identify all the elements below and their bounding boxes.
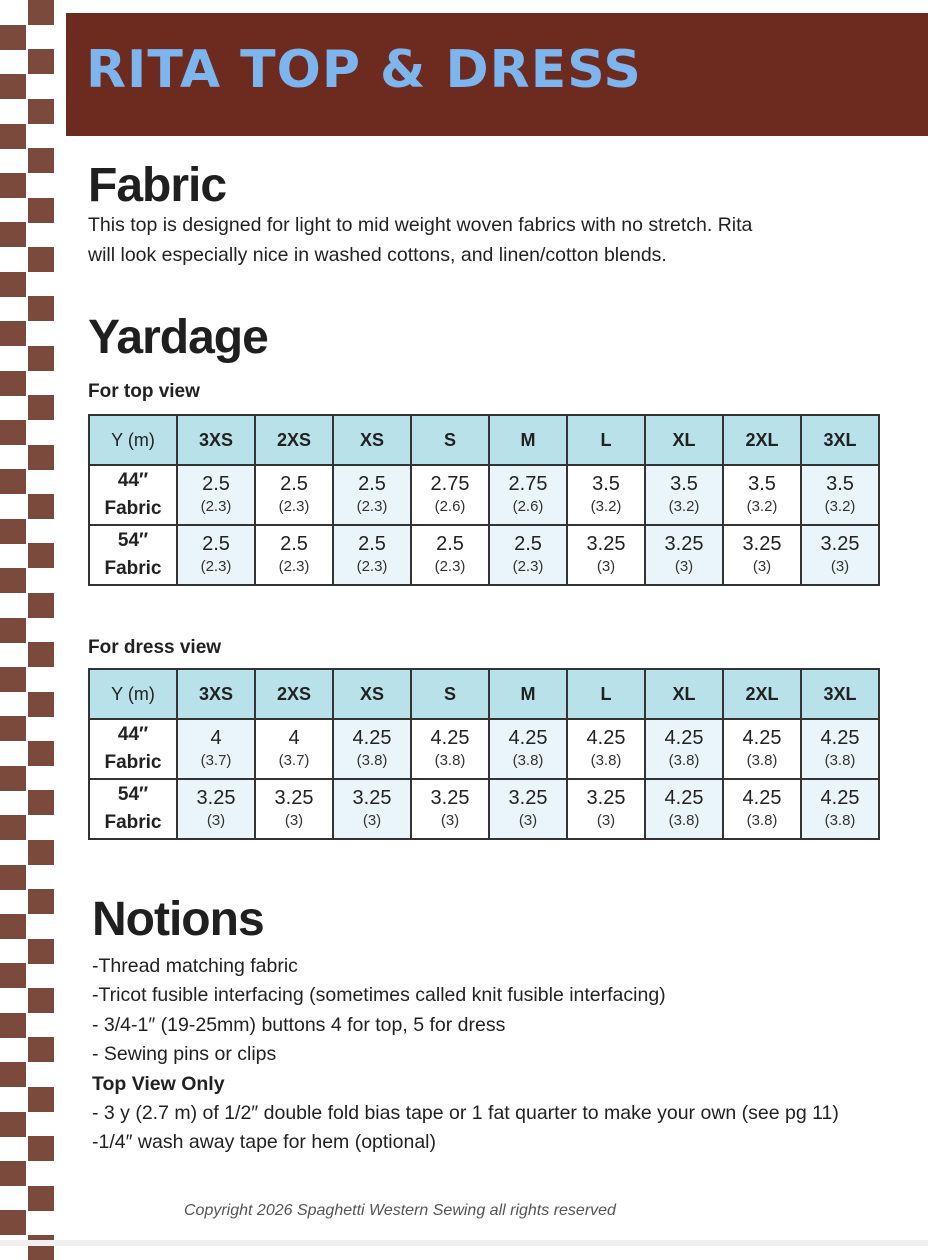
fabric-width-label [89, 525, 177, 585]
yardage-cell [177, 465, 255, 525]
meters-value: (3.2) [746, 498, 778, 515]
meters-value: (3) [440, 812, 460, 829]
meters-value: (3.2) [824, 498, 856, 515]
size-header-cell: S [411, 669, 489, 719]
checker-square [0, 963, 26, 988]
top-yardage-table [88, 414, 880, 586]
yardage-cell [567, 525, 645, 585]
notion-item: - 3/4-1″ (19-25mm) buttons 4 for top, 5 for dress [92, 1013, 506, 1036]
checker-square [28, 247, 54, 272]
checker-square [28, 1186, 54, 1211]
size-header-cell: 2XS [255, 415, 333, 465]
fabric-heading: Fabric [88, 159, 227, 212]
checker-square [28, 49, 54, 74]
yards-value: 3.5 [826, 473, 854, 495]
meters-value: (3.8) [746, 812, 778, 829]
checker-square [0, 469, 26, 494]
yards-value: 2.5 [436, 533, 464, 555]
yards-value: 4.25 [352, 727, 392, 749]
notion-item: -Tricot fusible interfacing (sometimes called knit fusible interfacing) [92, 984, 666, 1007]
meters-value: (3) [362, 812, 382, 829]
yardage-cell [177, 779, 255, 839]
meters-value: (3.8) [512, 752, 544, 769]
yards-value: 4.25 [742, 787, 782, 809]
checker-square [28, 543, 54, 568]
checker-square [0, 371, 26, 396]
yardage-cell [801, 719, 879, 779]
meters-value: (2.3) [356, 558, 388, 575]
table-row [89, 779, 879, 839]
size-header-cell: 3XS [177, 669, 255, 719]
meters-value: (3) [518, 812, 538, 829]
fabric-width: 54″ [117, 784, 149, 805]
yards-value: 4 [210, 727, 222, 749]
dress-yardage-table [88, 668, 880, 840]
meters-value: (3) [284, 812, 304, 829]
yards-value: 3.25 [820, 533, 860, 555]
meters-value: (3.8) [590, 752, 622, 769]
yards-value: 3.25 [586, 787, 626, 809]
meters-value: (3.8) [356, 752, 388, 769]
fabric-line-2: will look especially nice in washed cottons, and linen/cotton blends. [88, 244, 667, 266]
checker-square [0, 667, 26, 692]
copyright-text: Copyright 2026 Spaghetti Western Sewing all rights reserved [184, 1202, 616, 1219]
yardage-cell [255, 525, 333, 585]
yardage-cell [411, 779, 489, 839]
meters-value: (3) [752, 558, 772, 575]
title-banner [66, 13, 928, 136]
meters-value: (3) [830, 558, 850, 575]
yardage-cell [723, 779, 801, 839]
yards-value: 3.25 [430, 787, 470, 809]
page-bottom-edge [0, 1240, 928, 1246]
yardage-cell [411, 525, 489, 585]
yardage-cell [723, 525, 801, 585]
size-header-cell: S [411, 415, 489, 465]
checker-square [0, 1062, 26, 1087]
meters-value: (2.3) [356, 498, 388, 515]
yardage-cell [489, 719, 567, 779]
size-header-cell: 2XL [723, 669, 801, 719]
yardage-heading: Yardage [88, 311, 268, 364]
yards-value: 3.25 [586, 533, 626, 555]
meters-value: (3.8) [434, 752, 466, 769]
yardage-cell [567, 465, 645, 525]
checker-square [0, 1161, 26, 1186]
fabric-word: Fabric [104, 498, 162, 519]
yardage-cell [645, 779, 723, 839]
notions-heading: Notions [92, 893, 264, 946]
yards-value: 3.5 [670, 473, 698, 495]
checker-square [28, 1136, 54, 1161]
yards-value: 3.25 [274, 787, 314, 809]
checker-square [28, 494, 54, 519]
yards-value: 3.5 [592, 473, 620, 495]
checker-square [28, 1037, 54, 1062]
yards-value: 3.25 [664, 533, 704, 555]
yards-value: 4 [288, 727, 300, 749]
yards-value: 2.5 [358, 473, 386, 495]
meters-value: (2.6) [434, 498, 466, 515]
meters-value: (3) [206, 812, 226, 829]
checker-square [28, 1087, 54, 1112]
meters-value: (3.2) [668, 498, 700, 515]
yardage-cell [723, 465, 801, 525]
checker-square [0, 618, 26, 643]
meters-value: (3.2) [590, 498, 622, 515]
top-view-label: For top view [88, 381, 200, 402]
yardage-cell [333, 779, 411, 839]
yards-value: 2.5 [280, 473, 308, 495]
yards-value: 3.25 [508, 787, 548, 809]
yards-value: 4.25 [742, 727, 782, 749]
checker-square [28, 692, 54, 717]
checker-square [28, 840, 54, 865]
fabric-width: 44″ [117, 724, 149, 745]
checker-square [28, 988, 54, 1013]
yards-value: 4.25 [664, 727, 704, 749]
meters-value: (2.6) [512, 498, 544, 515]
size-header-cell: M [489, 415, 567, 465]
checker-square [28, 939, 54, 964]
yardage-cell [489, 465, 567, 525]
checker-square [28, 198, 54, 223]
yardage-cell [645, 719, 723, 779]
checker-square [28, 642, 54, 667]
notion-item: -1/4″ wash away tape for hem (optional) [92, 1131, 436, 1154]
meters-value: (3.8) [824, 812, 856, 829]
yards-value: 4.25 [820, 727, 860, 749]
dress-view-label: For dress view [88, 637, 222, 658]
meters-value: (3) [596, 558, 616, 575]
meters-value: (2.3) [200, 498, 232, 515]
meters-value: (3.8) [668, 812, 700, 829]
size-header-cell: M [489, 669, 567, 719]
yards-value: 4.25 [820, 787, 860, 809]
checker-square [28, 0, 54, 25]
checker-square [28, 346, 54, 371]
checker-square [28, 1235, 54, 1260]
size-header-row [89, 669, 879, 719]
fabric-width: 44″ [117, 470, 149, 491]
checker-square [0, 420, 26, 445]
checker-square [28, 148, 54, 173]
yardage-cell [177, 525, 255, 585]
meters-value: (3.7) [200, 752, 232, 769]
yardage-cell [567, 779, 645, 839]
table-row [89, 465, 879, 525]
yardage-cell [333, 465, 411, 525]
meters-value: (3) [674, 558, 694, 575]
yards-value: 3.25 [352, 787, 392, 809]
meters-value: (3) [596, 812, 616, 829]
yards-value: 2.5 [280, 533, 308, 555]
yardage-cell [723, 719, 801, 779]
size-header-cell: XL [645, 669, 723, 719]
yards-value: 3.25 [196, 787, 236, 809]
yardage-cell [333, 719, 411, 779]
yards-value: 2.5 [514, 533, 542, 555]
size-header-row [89, 415, 879, 465]
meters-value: (3.8) [668, 752, 700, 769]
checker-square [0, 173, 26, 198]
checker-square [0, 1210, 26, 1235]
yards-value: 2.5 [202, 473, 230, 495]
size-header-cell: 3XS [177, 415, 255, 465]
page-title: RITA TOP & DRESS [86, 40, 642, 100]
yards-value: 2.5 [358, 533, 386, 555]
size-header-cell: 2XS [255, 669, 333, 719]
table-row [89, 719, 879, 779]
yardage-cell [645, 465, 723, 525]
fabric-width-label [89, 719, 177, 779]
fabric-description [88, 210, 848, 270]
yardage-cell [801, 779, 879, 839]
size-header-cell: 3XL [801, 415, 879, 465]
notion-item: - 3 y (2.7 m) of 1/2″ double fold bias tape or 1 fat quarter to make your own (see pg 11) [92, 1102, 839, 1125]
checker-square [28, 790, 54, 815]
unit-header-cell: Y (m) [89, 415, 177, 465]
checker-square [28, 296, 54, 321]
fabric-word: Fabric [104, 558, 162, 579]
yards-value: 3.25 [742, 533, 782, 555]
yardage-cell [177, 719, 255, 779]
fabric-word: Fabric [104, 812, 162, 833]
checker-square [0, 568, 26, 593]
notions-list [92, 952, 839, 1158]
fabric-line-1: This top is designed for light to mid weight woven fabrics with no stretch. Rita [88, 214, 753, 236]
size-header-cell: L [567, 415, 645, 465]
yards-value: 4.25 [430, 727, 470, 749]
checker-square [28, 593, 54, 618]
yards-value: 3.5 [748, 473, 776, 495]
yards-value: 4.25 [508, 727, 548, 749]
checker-square [0, 321, 26, 346]
checker-square [28, 445, 54, 470]
meters-value: (3.8) [746, 752, 778, 769]
yardage-cell [645, 525, 723, 585]
size-header-cell: L [567, 669, 645, 719]
yardage-cell [255, 465, 333, 525]
yardage-cell [411, 719, 489, 779]
yardage-cell [255, 719, 333, 779]
checker-square [0, 865, 26, 890]
checker-square [28, 395, 54, 420]
yardage-cell [255, 779, 333, 839]
fabric-width-label [89, 465, 177, 525]
checker-square [0, 766, 26, 791]
checker-square [0, 519, 26, 544]
size-header-cell: 3XL [801, 669, 879, 719]
size-header-cell: XS [333, 415, 411, 465]
size-header-cell: 2XL [723, 415, 801, 465]
yardage-cell [489, 525, 567, 585]
top-view-only-label: Top View Only [92, 1072, 225, 1095]
notion-item: -Thread matching fabric [92, 955, 298, 977]
meters-value: (2.3) [434, 558, 466, 575]
fabric-width: 54″ [117, 530, 149, 551]
yardage-cell [411, 465, 489, 525]
checker-square [0, 815, 26, 840]
meters-value: (2.3) [200, 558, 232, 575]
yards-value: 2.75 [508, 473, 548, 495]
fabric-width-label [89, 779, 177, 839]
checker-square [0, 222, 26, 247]
size-header-cell: XL [645, 415, 723, 465]
yardage-cell [333, 525, 411, 585]
checker-square [0, 914, 26, 939]
checker-square [0, 1013, 26, 1038]
meters-value: (2.3) [278, 558, 310, 575]
meters-value: (3.7) [278, 752, 310, 769]
fabric-word: Fabric [104, 752, 162, 773]
yards-value: 2.5 [202, 533, 230, 555]
checker-square [28, 889, 54, 914]
checker-square [0, 25, 26, 50]
checker-square [28, 741, 54, 766]
checker-square [0, 124, 26, 149]
size-header-cell: XS [333, 669, 411, 719]
yards-value: 4.25 [586, 727, 626, 749]
checkerboard-border [0, 0, 54, 1240]
meters-value: (2.3) [512, 558, 544, 575]
checker-square [0, 1112, 26, 1137]
checker-square [0, 272, 26, 297]
yardage-cell [489, 779, 567, 839]
unit-header-cell: Y (m) [89, 669, 177, 719]
yards-value: 4.25 [664, 787, 704, 809]
checker-square [0, 716, 26, 741]
table-row [89, 525, 879, 585]
yardage-cell [567, 719, 645, 779]
checker-square [0, 74, 26, 99]
checker-square [28, 99, 54, 124]
notion-item: - Sewing pins or clips [92, 1043, 277, 1066]
yards-value: 2.75 [430, 473, 470, 495]
yardage-cell [801, 525, 879, 585]
meters-value: (3.8) [824, 752, 856, 769]
yardage-cell [801, 465, 879, 525]
meters-value: (2.3) [278, 498, 310, 515]
